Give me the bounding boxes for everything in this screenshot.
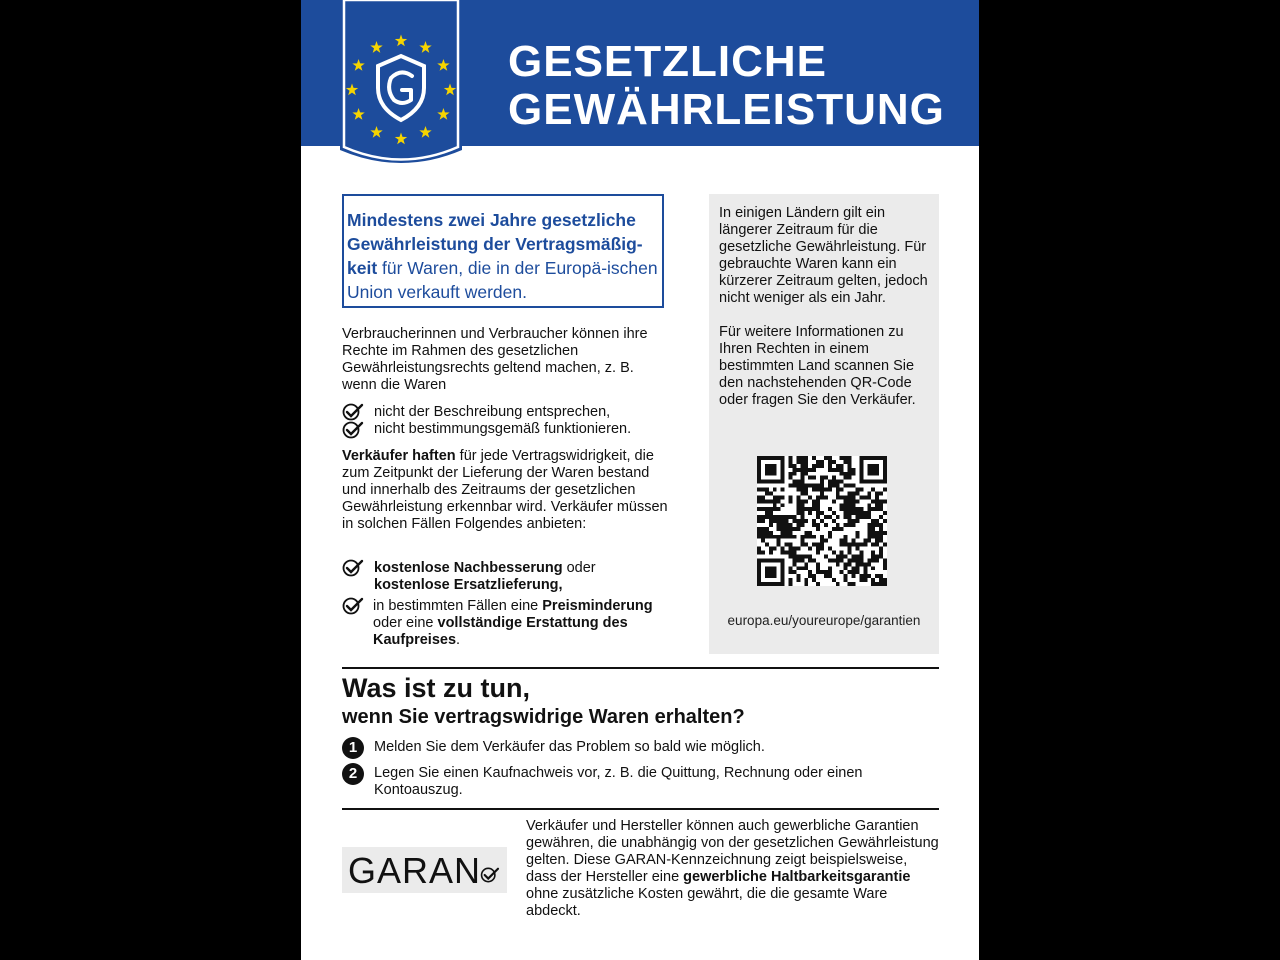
liability-normal: für jede Vertragswidrigkeit, die zum Zeitpunkt der Lieferung der Waren bestand und innerhalb des Zeitraums der gesetzlichen Gewährleistung erkennbar wird. Verkäufer müssen in solchen Fällen Folgendes anbieten:	[342, 448, 668, 532]
title-line-1: GESETZLICHE	[508, 37, 828, 86]
remedy-bold: Kaufpreises	[373, 632, 457, 648]
check-icon	[342, 403, 364, 421]
remedy-bold: kostenlose Nachbesserung	[374, 560, 563, 576]
remedy-normal: .	[456, 632, 461, 648]
check-icon	[342, 421, 364, 439]
page-title	[508, 38, 945, 134]
highlight-bold: Mindestens zwei Jahre gesetzliche Gewährleistung der Vertragsmäßig-keit	[347, 210, 643, 278]
garan-logo-text: GARAN	[348, 850, 482, 891]
divider	[342, 667, 939, 669]
condition-item: nicht der Beschreibung entsprechen,	[374, 404, 611, 420]
check-icon	[342, 597, 364, 615]
remedy-repair-replacement	[374, 560, 674, 594]
garan-check-icon	[480, 867, 500, 883]
divider	[342, 808, 939, 810]
section-subheading: wenn Sie vertragswidrige Waren erhalten?	[342, 706, 745, 728]
guarantee-normal: Verkäufer und Hersteller können auch gewerbliche Garantien gewähren, die unabhängig von der gesetzlichen Gewährleistung gelten. Diese GARAN-Kennzeichnung zeigt beispielsweise, dass der Hersteller eine	[526, 818, 939, 885]
liability-text	[342, 448, 672, 533]
sidebar-paragraph: Für weitere Informationen zu Ihren Rechten in einem bestimmten Land scannen Sie den nachstehenden QR-Code oder fragen Sie den Verkäufer.	[719, 324, 916, 408]
liability-bold: Verkäufer haften	[342, 448, 456, 464]
qr-code-icon[interactable]	[757, 456, 887, 586]
remedy-normal: in bestimmten Fällen eine	[373, 598, 543, 614]
check-icon	[342, 559, 364, 577]
highlight-box	[342, 194, 664, 308]
sidebar-paragraph: In einigen Ländern gilt ein längerer Zeitraum für die gesetzliche Gewährleistung. Für gebrauchte Waren kann ein kürzerer Zeitraum gelten, jedoch nicht weniger als ein Jahr.	[719, 205, 928, 306]
step-text: Melden Sie dem Verkäufer das Problem so bald wie möglich.	[374, 739, 765, 755]
step-number-badge: 1	[342, 737, 364, 759]
remedy-normal: oder	[562, 560, 596, 576]
intro-text: Verbraucherinnen und Verbraucher können ihre Rechte im Rahmen des gesetzlichen Gewährleistungsrechts geltend machen, z. B. wenn die Waren	[342, 326, 648, 393]
remedy-bold: kostenlose Ersatzlieferung,	[374, 577, 563, 593]
remedy-bold: Preisminderung	[542, 598, 653, 614]
step-number-badge: 2	[342, 763, 364, 785]
warranty-notice-page	[301, 0, 979, 960]
highlight-normal: für Waren, die in der Europä-ischen Union verkauft werden.	[347, 258, 658, 302]
guarantee-bold: gewerbliche Haltbarkeitsgarantie	[683, 869, 911, 885]
commercial-guarantee-text	[526, 818, 941, 920]
guarantee-normal: ohne zusätzliche Kosten gewährt, die die gesamte Ware abdeckt.	[526, 886, 888, 919]
condition-item: nicht bestimmungsgemäß funktionieren.	[374, 421, 632, 437]
info-sidebar	[709, 194, 939, 654]
garan-logo	[342, 847, 507, 893]
info-url[interactable]: europa.eu/youreurope/garantien	[727, 613, 921, 628]
title-line-2: GEWÄHRLEISTUNG	[508, 85, 945, 134]
step-text: Legen Sie einen Kaufnachweis vor, z. B. die Quittung, Rechnung oder einen Kontoauszug.	[374, 765, 863, 798]
section-heading: Was ist zu tun,	[342, 673, 530, 703]
eu-stars-shield-g-icon	[340, 0, 462, 168]
remedy-normal: oder eine	[373, 615, 438, 631]
sidebar-text	[719, 205, 935, 426]
remedy-bold: vollständige Erstattung des	[437, 615, 628, 631]
remedy-price-reduction	[373, 598, 673, 649]
